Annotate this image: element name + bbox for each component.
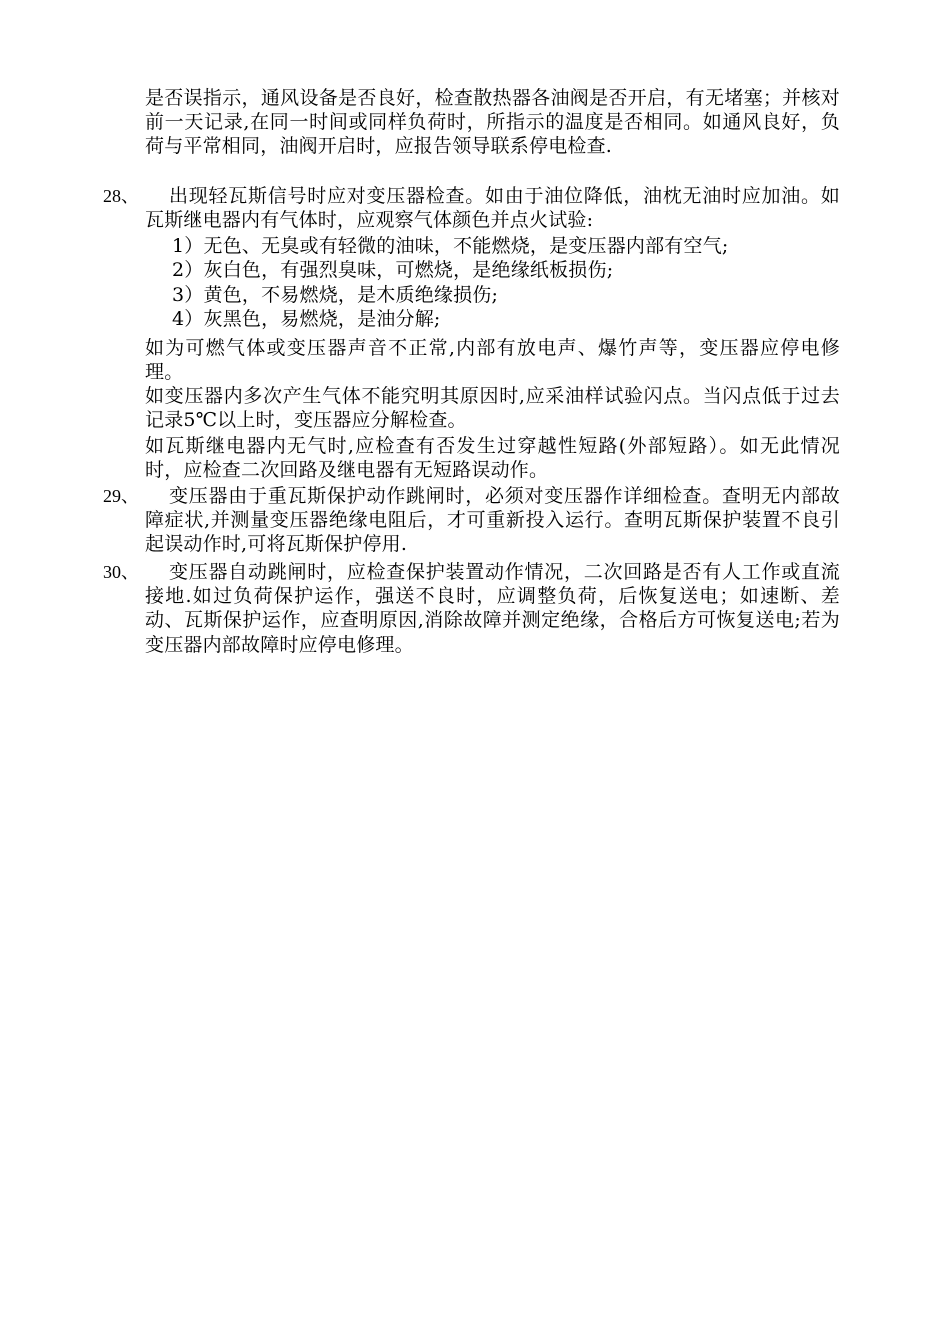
item-28-paragraph-2: 如变压器内多次产生气体不能究明其原因时,应采油样试验闪点。当闪点低于过去记录5℃以上时，变压器应分解检查。: [145, 385, 840, 432]
item-28-text: 出现轻瓦斯信号时应对变压器检查。如由于油位降低，油枕无油时应加油。如瓦斯继电器内有气体时，应观察气体颜色并点火试验:: [145, 185, 840, 232]
item-28-paragraph-3: 如瓦斯继电器内无气时,应检查有否发生过穿越性短路(外部短路）。如无此情况时，应检查二次回路及继电器有无短路误动作。: [145, 435, 840, 482]
item-number-29: 29、: [103, 486, 139, 506]
item-29-text: 变压器由于重瓦斯保护动作跳闸时，必须对变压器作详细检查。查明无内部故障症状,并测量变压器绝缘电阻后，才可重新投入运行。查明瓦斯保护装置不良引起误动作时,可将瓦斯保护停用.: [145, 485, 840, 556]
item-number-28: 28、: [103, 186, 139, 206]
item-28-paragraph-1: 如为可燃气体或变压器声音不正常,内部有放电声、爆竹声等，变压器应停电修理。: [145, 337, 840, 384]
item-number-30: 30、: [103, 562, 139, 582]
item-28-subitem-4: 4）灰黑色，易燃烧，是油分解;: [172, 308, 441, 330]
item-28-subitem-3: 3）黄色，不易燃烧，是木质绝缘损伤;: [172, 284, 499, 306]
continuation-paragraph: 是否误指示，通风设备是否良好，检查散热器各油阀是否开启，有无堵塞；并核对前一天记录,在同一时间或同样负荷时，所指示的温度是否相同。如通风良好，负荷与平常相同，油阀开启时，应报告领导联系停电检查.: [145, 87, 840, 158]
item-28-subitem-1: 1）无色、无臭或有轻微的油味，不能燃烧，是变压器内部有空气;: [172, 235, 729, 257]
item-30-text: 变压器自动跳闸时，应检查保护装置动作情况，二次回路是否有人工作或直流接地.如过负荷保护运作，强送不良时，应调整负荷，后恢复送电；如速断、差动、瓦斯保护运作，应查明原因,消除故障并测定绝缘，合格后方可恢复送电;若为变压器内部故障时应停电修理。: [145, 561, 840, 656]
item-28-subitem-2: 2）灰白色，有强烈臭味，可燃烧，是绝缘纸板损伤;: [172, 259, 614, 281]
